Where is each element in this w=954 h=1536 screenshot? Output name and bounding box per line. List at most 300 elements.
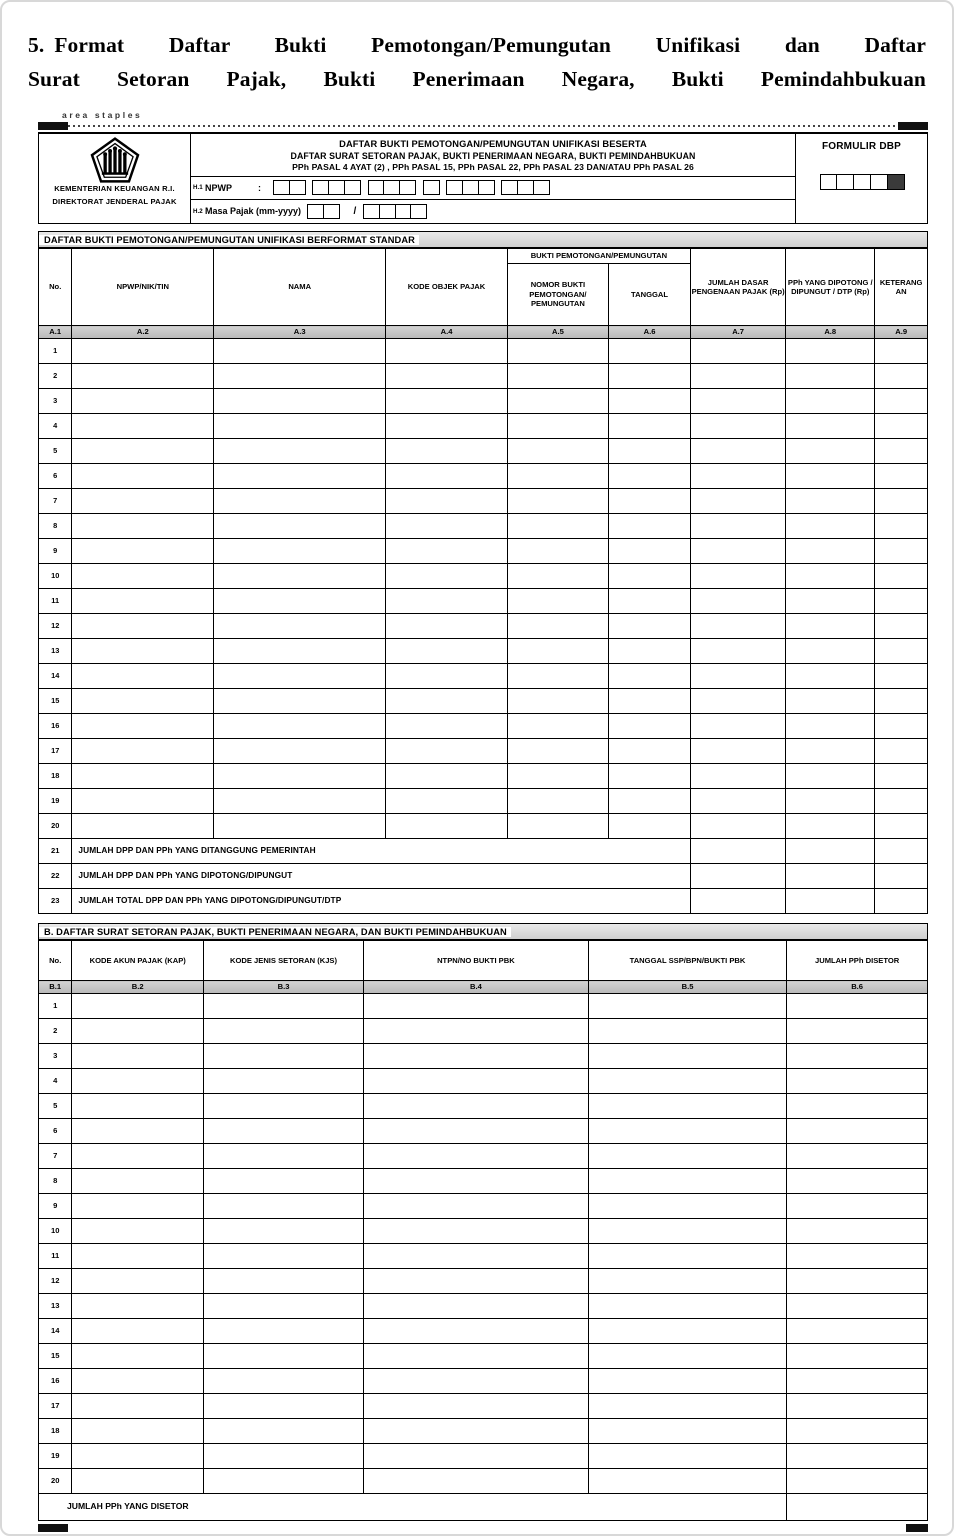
data-cell[interactable] [364, 1219, 589, 1244]
data-cell[interactable] [875, 514, 928, 539]
summary-pph-value[interactable] [786, 889, 875, 914]
data-cell[interactable] [875, 439, 928, 464]
data-cell[interactable] [691, 639, 786, 664]
data-cell[interactable] [72, 1069, 204, 1094]
data-cell[interactable] [386, 539, 508, 564]
data-cell[interactable] [787, 1394, 928, 1419]
data-cell[interactable] [507, 564, 608, 589]
data-cell[interactable] [588, 994, 786, 1019]
data-cell[interactable] [72, 1194, 204, 1219]
data-cell[interactable] [786, 714, 875, 739]
data-cell[interactable] [214, 389, 386, 414]
summary-pph-value[interactable] [786, 839, 875, 864]
data-cell[interactable] [507, 414, 608, 439]
data-cell[interactable] [787, 1169, 928, 1194]
data-cell[interactable] [787, 1344, 928, 1369]
digit-group[interactable] [363, 204, 426, 219]
data-cell[interactable] [72, 1269, 204, 1294]
data-cell[interactable] [72, 1444, 204, 1469]
data-cell[interactable] [691, 714, 786, 739]
data-cell[interactable] [214, 789, 386, 814]
data-cell[interactable] [875, 814, 928, 839]
data-cell[interactable] [214, 664, 386, 689]
data-cell[interactable] [588, 1144, 786, 1169]
data-cell[interactable] [72, 814, 214, 839]
data-cell[interactable] [204, 1294, 364, 1319]
data-cell[interactable] [204, 1069, 364, 1094]
data-cell[interactable] [364, 1019, 589, 1044]
data-cell[interactable] [72, 614, 214, 639]
data-cell[interactable] [386, 739, 508, 764]
data-cell[interactable] [386, 439, 508, 464]
data-cell[interactable] [691, 789, 786, 814]
section-b-total-value[interactable] [787, 1494, 928, 1521]
data-cell[interactable] [72, 564, 214, 589]
data-cell[interactable] [786, 414, 875, 439]
data-cell[interactable] [214, 464, 386, 489]
formulir-code-box[interactable] [820, 174, 838, 190]
data-cell[interactable] [875, 789, 928, 814]
data-cell[interactable] [214, 414, 386, 439]
data-cell[interactable] [609, 339, 691, 364]
digit-group[interactable] [273, 180, 304, 195]
data-cell[interactable] [588, 1219, 786, 1244]
digit-group[interactable] [501, 180, 548, 195]
data-cell[interactable] [204, 1469, 364, 1494]
data-cell[interactable] [786, 814, 875, 839]
data-cell[interactable] [507, 689, 608, 714]
npwp-input[interactable] [273, 180, 557, 195]
data-cell[interactable] [364, 1269, 589, 1294]
data-cell[interactable] [609, 814, 691, 839]
data-cell[interactable] [364, 1119, 589, 1144]
data-cell[interactable] [787, 1269, 928, 1294]
data-cell[interactable] [204, 1094, 364, 1119]
digit-box[interactable] [328, 180, 345, 195]
data-cell[interactable] [787, 1119, 928, 1144]
formulir-code-box[interactable] [853, 174, 871, 190]
data-cell[interactable] [72, 1169, 204, 1194]
data-cell[interactable] [386, 514, 508, 539]
masa-pajak-input[interactable] [307, 204, 434, 219]
digit-group[interactable] [307, 204, 338, 219]
data-cell[interactable] [214, 689, 386, 714]
formulir-dbp-code-input[interactable] [820, 174, 904, 190]
data-cell[interactable] [214, 564, 386, 589]
data-cell[interactable] [72, 1094, 204, 1119]
data-cell[interactable] [786, 514, 875, 539]
data-cell[interactable] [386, 764, 508, 789]
data-cell[interactable] [72, 364, 214, 389]
data-cell[interactable] [72, 1044, 204, 1069]
data-cell[interactable] [588, 1369, 786, 1394]
data-cell[interactable] [609, 639, 691, 664]
data-cell[interactable] [787, 1194, 928, 1219]
data-cell[interactable] [204, 1019, 364, 1044]
data-cell[interactable] [875, 389, 928, 414]
data-cell[interactable] [214, 639, 386, 664]
data-cell[interactable] [386, 639, 508, 664]
data-cell[interactable] [786, 589, 875, 614]
data-cell[interactable] [364, 1344, 589, 1369]
data-cell[interactable] [786, 739, 875, 764]
data-cell[interactable] [787, 1294, 928, 1319]
data-cell[interactable] [386, 389, 508, 414]
data-cell[interactable] [786, 539, 875, 564]
data-cell[interactable] [214, 514, 386, 539]
data-cell[interactable] [386, 614, 508, 639]
data-cell[interactable] [875, 614, 928, 639]
data-cell[interactable] [204, 1269, 364, 1294]
data-cell[interactable] [691, 389, 786, 414]
data-cell[interactable] [507, 389, 608, 414]
digit-box[interactable] [501, 180, 518, 195]
data-cell[interactable] [588, 1444, 786, 1469]
data-cell[interactable] [72, 589, 214, 614]
data-cell[interactable] [609, 664, 691, 689]
data-cell[interactable] [386, 589, 508, 614]
data-cell[interactable] [875, 639, 928, 664]
summary-pph-value[interactable] [786, 864, 875, 889]
data-cell[interactable] [786, 614, 875, 639]
data-cell[interactable] [787, 994, 928, 1019]
data-cell[interactable] [691, 539, 786, 564]
data-cell[interactable] [214, 439, 386, 464]
data-cell[interactable] [691, 439, 786, 464]
data-cell[interactable] [507, 514, 608, 539]
data-cell[interactable] [588, 1319, 786, 1344]
data-cell[interactable] [588, 1469, 786, 1494]
data-cell[interactable] [691, 564, 786, 589]
data-cell[interactable] [588, 1094, 786, 1119]
data-cell[interactable] [507, 614, 608, 639]
data-cell[interactable] [386, 814, 508, 839]
data-cell[interactable] [72, 1394, 204, 1419]
data-cell[interactable] [72, 1419, 204, 1444]
data-cell[interactable] [72, 789, 214, 814]
data-cell[interactable] [72, 689, 214, 714]
data-cell[interactable] [588, 1419, 786, 1444]
digit-box[interactable] [383, 180, 400, 195]
data-cell[interactable] [507, 714, 608, 739]
data-cell[interactable] [72, 1119, 204, 1144]
data-cell[interactable] [386, 689, 508, 714]
data-cell[interactable] [588, 1169, 786, 1194]
data-cell[interactable] [691, 764, 786, 789]
formulir-code-box[interactable] [887, 174, 905, 190]
data-cell[interactable] [364, 1294, 589, 1319]
data-cell[interactable] [204, 1344, 364, 1369]
data-cell[interactable] [72, 664, 214, 689]
data-cell[interactable] [204, 1119, 364, 1144]
data-cell[interactable] [364, 1169, 589, 1194]
digit-box[interactable] [289, 180, 306, 195]
data-cell[interactable] [204, 1169, 364, 1194]
data-cell[interactable] [609, 414, 691, 439]
data-cell[interactable] [588, 1119, 786, 1144]
data-cell[interactable] [786, 464, 875, 489]
data-cell[interactable] [507, 339, 608, 364]
data-cell[interactable] [588, 1194, 786, 1219]
data-cell[interactable] [72, 514, 214, 539]
digit-group[interactable] [368, 180, 415, 195]
digit-box[interactable] [323, 204, 340, 219]
formulir-code-box[interactable] [870, 174, 888, 190]
data-cell[interactable] [875, 589, 928, 614]
data-cell[interactable] [609, 714, 691, 739]
data-cell[interactable] [72, 464, 214, 489]
digit-box[interactable] [462, 180, 479, 195]
data-cell[interactable] [787, 1419, 928, 1444]
data-cell[interactable] [609, 614, 691, 639]
data-cell[interactable] [214, 614, 386, 639]
data-cell[interactable] [72, 539, 214, 564]
data-cell[interactable] [875, 564, 928, 589]
data-cell[interactable] [364, 1069, 589, 1094]
data-cell[interactable] [609, 539, 691, 564]
data-cell[interactable] [204, 994, 364, 1019]
data-cell[interactable] [691, 589, 786, 614]
data-cell[interactable] [787, 1219, 928, 1244]
data-cell[interactable] [364, 1319, 589, 1344]
digit-box[interactable] [307, 204, 324, 219]
data-cell[interactable] [875, 339, 928, 364]
data-cell[interactable] [786, 364, 875, 389]
data-cell[interactable] [507, 464, 608, 489]
data-cell[interactable] [691, 814, 786, 839]
digit-box[interactable] [517, 180, 534, 195]
data-cell[interactable] [609, 789, 691, 814]
data-cell[interactable] [214, 364, 386, 389]
data-cell[interactable] [214, 814, 386, 839]
data-cell[interactable] [875, 689, 928, 714]
data-cell[interactable] [204, 1144, 364, 1169]
data-cell[interactable] [364, 1369, 589, 1394]
data-cell[interactable] [204, 1369, 364, 1394]
data-cell[interactable] [386, 564, 508, 589]
data-cell[interactable] [386, 464, 508, 489]
data-cell[interactable] [507, 489, 608, 514]
data-cell[interactable] [214, 764, 386, 789]
data-cell[interactable] [609, 739, 691, 764]
data-cell[interactable] [786, 339, 875, 364]
data-cell[interactable] [875, 464, 928, 489]
data-cell[interactable] [786, 764, 875, 789]
data-cell[interactable] [72, 414, 214, 439]
data-cell[interactable] [609, 564, 691, 589]
digit-box[interactable] [478, 180, 495, 195]
data-cell[interactable] [386, 789, 508, 814]
data-cell[interactable] [386, 714, 508, 739]
data-cell[interactable] [72, 1369, 204, 1394]
data-cell[interactable] [364, 1144, 589, 1169]
data-cell[interactable] [786, 439, 875, 464]
data-cell[interactable] [72, 714, 214, 739]
data-cell[interactable] [507, 539, 608, 564]
digit-box[interactable] [395, 204, 412, 219]
data-cell[interactable] [588, 1244, 786, 1269]
data-cell[interactable] [787, 1144, 928, 1169]
data-cell[interactable] [364, 1444, 589, 1469]
data-cell[interactable] [72, 764, 214, 789]
data-cell[interactable] [875, 489, 928, 514]
data-cell[interactable] [787, 1244, 928, 1269]
data-cell[interactable] [72, 1144, 204, 1169]
data-cell[interactable] [72, 994, 204, 1019]
data-cell[interactable] [72, 389, 214, 414]
data-cell[interactable] [204, 1219, 364, 1244]
data-cell[interactable] [786, 489, 875, 514]
data-cell[interactable] [72, 339, 214, 364]
data-cell[interactable] [507, 739, 608, 764]
data-cell[interactable] [691, 614, 786, 639]
digit-group[interactable] [312, 180, 359, 195]
data-cell[interactable] [609, 439, 691, 464]
data-cell[interactable] [507, 664, 608, 689]
summary-dpp-value[interactable] [691, 889, 786, 914]
data-cell[interactable] [588, 1019, 786, 1044]
data-cell[interactable] [386, 339, 508, 364]
data-cell[interactable] [786, 389, 875, 414]
data-cell[interactable] [364, 994, 589, 1019]
digit-box[interactable] [363, 204, 380, 219]
data-cell[interactable] [691, 414, 786, 439]
data-cell[interactable] [691, 689, 786, 714]
summary-dpp-value[interactable] [691, 839, 786, 864]
data-cell[interactable] [364, 1244, 589, 1269]
data-cell[interactable] [786, 689, 875, 714]
data-cell[interactable] [214, 589, 386, 614]
data-cell[interactable] [507, 589, 608, 614]
data-cell[interactable] [588, 1044, 786, 1069]
summary-dpp-value[interactable] [691, 864, 786, 889]
data-cell[interactable] [875, 739, 928, 764]
data-cell[interactable] [787, 1094, 928, 1119]
data-cell[interactable] [507, 764, 608, 789]
data-cell[interactable] [364, 1394, 589, 1419]
data-cell[interactable] [364, 1469, 589, 1494]
digit-box[interactable] [379, 204, 396, 219]
data-cell[interactable] [507, 439, 608, 464]
data-cell[interactable] [691, 739, 786, 764]
data-cell[interactable] [204, 1044, 364, 1069]
data-cell[interactable] [72, 1294, 204, 1319]
data-cell[interactable] [691, 514, 786, 539]
data-cell[interactable] [609, 464, 691, 489]
formulir-code-box[interactable] [836, 174, 854, 190]
digit-box[interactable] [344, 180, 361, 195]
data-cell[interactable] [786, 639, 875, 664]
data-cell[interactable] [72, 1019, 204, 1044]
data-cell[interactable] [875, 714, 928, 739]
data-cell[interactable] [691, 664, 786, 689]
data-cell[interactable] [875, 539, 928, 564]
data-cell[interactable] [786, 789, 875, 814]
data-cell[interactable] [875, 414, 928, 439]
digit-box[interactable] [399, 180, 416, 195]
digit-box[interactable] [410, 204, 427, 219]
data-cell[interactable] [204, 1419, 364, 1444]
data-cell[interactable] [72, 1219, 204, 1244]
data-cell[interactable] [214, 714, 386, 739]
data-cell[interactable] [588, 1294, 786, 1319]
data-cell[interactable] [609, 689, 691, 714]
data-cell[interactable] [507, 364, 608, 389]
data-cell[interactable] [72, 1344, 204, 1369]
digit-group[interactable] [446, 180, 493, 195]
data-cell[interactable] [72, 1244, 204, 1269]
data-cell[interactable] [72, 739, 214, 764]
data-cell[interactable] [787, 1019, 928, 1044]
data-cell[interactable] [204, 1394, 364, 1419]
data-cell[interactable] [875, 664, 928, 689]
data-cell[interactable] [609, 389, 691, 414]
data-cell[interactable] [609, 364, 691, 389]
data-cell[interactable] [214, 339, 386, 364]
data-cell[interactable] [72, 489, 214, 514]
data-cell[interactable] [787, 1044, 928, 1069]
data-cell[interactable] [691, 339, 786, 364]
digit-box[interactable] [368, 180, 385, 195]
data-cell[interactable] [386, 364, 508, 389]
data-cell[interactable] [214, 489, 386, 514]
digit-box[interactable] [273, 180, 290, 195]
data-cell[interactable] [875, 364, 928, 389]
data-cell[interactable] [507, 639, 608, 664]
data-cell[interactable] [386, 664, 508, 689]
digit-box[interactable] [446, 180, 463, 195]
data-cell[interactable] [609, 489, 691, 514]
data-cell[interactable] [364, 1419, 589, 1444]
digit-box[interactable] [533, 180, 550, 195]
data-cell[interactable] [787, 1319, 928, 1344]
data-cell[interactable] [588, 1269, 786, 1294]
data-cell[interactable] [386, 414, 508, 439]
data-cell[interactable] [875, 764, 928, 789]
data-cell[interactable] [386, 489, 508, 514]
data-cell[interactable] [214, 539, 386, 564]
data-cell[interactable] [507, 814, 608, 839]
digit-box[interactable] [312, 180, 329, 195]
data-cell[interactable] [787, 1444, 928, 1469]
data-cell[interactable] [609, 514, 691, 539]
data-cell[interactable] [204, 1194, 364, 1219]
data-cell[interactable] [786, 564, 875, 589]
data-cell[interactable] [609, 764, 691, 789]
digit-box[interactable] [423, 180, 440, 195]
data-cell[interactable] [204, 1244, 364, 1269]
data-cell[interactable] [214, 739, 386, 764]
data-cell[interactable] [786, 664, 875, 689]
data-cell[interactable] [72, 439, 214, 464]
data-cell[interactable] [588, 1344, 786, 1369]
data-cell[interactable] [72, 639, 214, 664]
data-cell[interactable] [364, 1194, 589, 1219]
data-cell[interactable] [204, 1444, 364, 1469]
data-cell[interactable] [72, 1469, 204, 1494]
data-cell[interactable] [364, 1094, 589, 1119]
data-cell[interactable] [787, 1069, 928, 1094]
data-cell[interactable] [691, 464, 786, 489]
data-cell[interactable] [364, 1044, 589, 1069]
data-cell[interactable] [609, 589, 691, 614]
data-cell[interactable] [588, 1069, 786, 1094]
data-cell[interactable] [588, 1394, 786, 1419]
data-cell[interactable] [72, 1319, 204, 1344]
data-cell[interactable] [691, 489, 786, 514]
data-cell[interactable] [204, 1319, 364, 1344]
data-cell[interactable] [787, 1469, 928, 1494]
